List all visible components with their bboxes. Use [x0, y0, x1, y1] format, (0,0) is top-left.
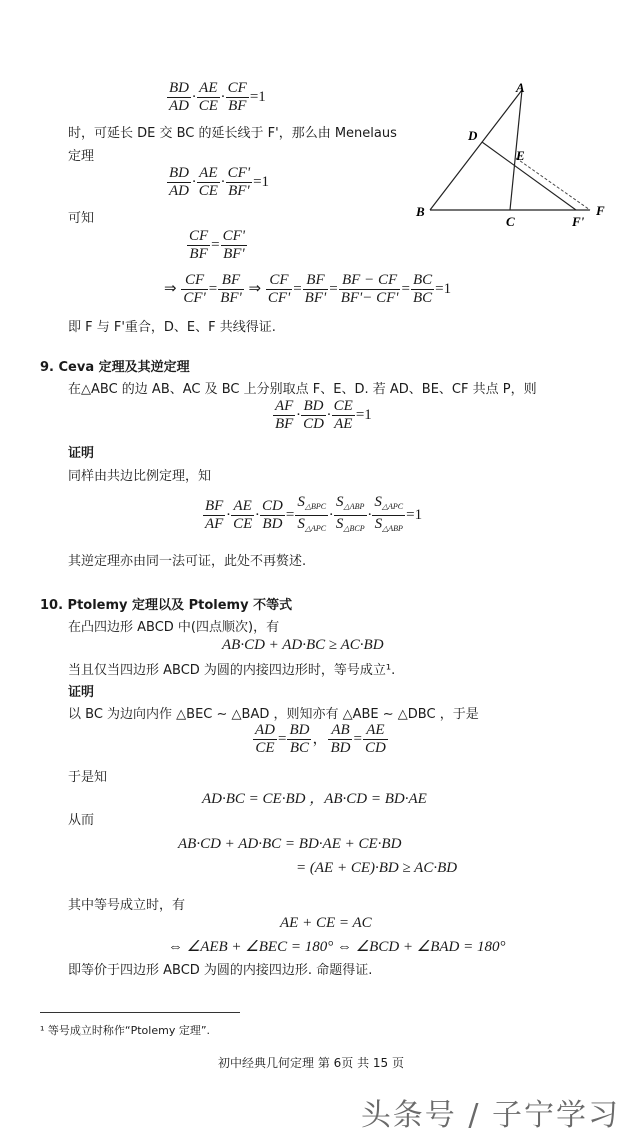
equation-condition-2: ⇔ ∠AEB + ∠BEC = 180° ⇔ ∠BCD + ∠BAD = 180° — [168, 939, 506, 955]
equation-ceva: $\frac{AF}{BF}$ · $\frac{BD}{CD}$ · $\frac{CE}{AE}$ =1 — [275, 398, 372, 432]
point-label-E: E — [516, 148, 525, 163]
point-label-C: C — [506, 214, 515, 228]
text-line: 在凸四边形 ABCD 中(四点顺次)，有 — [68, 620, 280, 635]
section-heading-ceva: 9. Ceva 定理及其逆定理 — [40, 360, 190, 375]
equation-menelaus-1: $\frac{BD}{AD}$ · $\frac{AE}{CE}$ · $\frac{CF}{BF}$ =1 — [169, 80, 266, 114]
text-line: 定理 — [68, 149, 95, 164]
text-line: 即等价于四边形 ABCD 为圆的内接四边形. 命题得证. — [68, 963, 373, 978]
equation-menelaus-2: $\frac{BD}{AD}$ · $\frac{AE}{CE}$ · $\frac{CF'}{BF'}$ =1 — [169, 165, 270, 199]
point-label-F: F — [596, 203, 605, 218]
text-line: 同样由共边比例定理，知 — [68, 469, 212, 484]
text-line: 时，可延长 DE 交 BC 的延长线于 F'，那么由 Menelaus — [68, 126, 397, 141]
watermark: 头条号 / 子宁学习 — [360, 1098, 620, 1133]
footnote-rule — [40, 1012, 240, 1013]
equation-chain-2: = (AE + CE)·BD ≥ AC·BD — [296, 860, 458, 876]
text-line: 其逆定理亦由同一法可证，此处不再赘述. — [68, 554, 307, 569]
text-line: 其中等号成立时，有 — [68, 898, 186, 913]
equation-chain: ⇒ $\frac{CF}{CF'}$ = $\frac{BF}{BF'}$ ⇒ $\frac{CF}{CF'}$ = $\frac{BF}{BF'}$ = $\frac{BF - CF}{BF'- CF'}$ = $\frac{BC}{BC}$ =1 — [164, 272, 452, 306]
text-line: 当且仅当四边形 ABCD 为圆的内接四边形时，等号成立¹. — [68, 663, 396, 678]
equation-condition-1: AE + CE = AC — [280, 915, 372, 931]
proof-label: 证明 — [68, 446, 95, 461]
text-line: 在△ABC 的边 AB、AC 及 BC 上分别取点 F、E、D. 若 AD、BE、CF 共点 P，则 — [68, 382, 537, 397]
proof-label: 证明 — [68, 685, 95, 700]
menelaus-figure — [408, 76, 614, 228]
text-line: 于是知 — [68, 770, 108, 785]
equation-ptolemy-ineq: AB·CD + AD·BC ≥ AC·BD — [222, 637, 384, 653]
point-label-Fprime: F' — [572, 214, 585, 228]
equation-products: AD·BC = CE·BD ，AB·CD = BD·AE — [202, 791, 427, 807]
page-footer: 初中经典几何定理 第 6页 共 15 页 — [218, 1056, 404, 1070]
footnote: ¹ 等号成立时称作“Ptolemy 定理”. — [40, 1024, 211, 1037]
text-line: 从而 — [68, 813, 95, 828]
equation-ratio-equal: $\frac{CF}{BF}$ = $\frac{CF'}{BF'}$ — [189, 228, 246, 262]
text-line: 即 F 与 F'重合，D、E、F 共线得证. — [68, 320, 276, 335]
equation-ceva-proof: $\frac{BF}{AF}$ · $\frac{AE}{CE}$ · $\frac{CD}{BD}$ = $\frac{S_{\triangle BPC}}{S_{\triangle APC}}$ · $\frac{S_{\triangle ABP}}{S_{\triangle BCP}}$ · $\frac{S_{\triangle APC}}{S_{\triangle ABP}}$ =1 — [205, 494, 423, 533]
point-label-D: D — [468, 128, 478, 143]
point-label-A: A — [516, 80, 525, 95]
text-line: 以 BC 为边向内作 △BEC ∼ △BAD ，则知亦有 △ABE ∼ △DBC ，于是 — [68, 707, 479, 722]
section-heading-ptolemy: 10. Ptolemy 定理以及 Ptolemy 不等式 — [40, 598, 293, 613]
equation-chain-1: AB·CD + AD·BC = BD·AE + CE·BD — [178, 836, 402, 852]
point-label-B: B — [416, 204, 425, 219]
text-line: 可知 — [68, 211, 95, 226]
equation-ratios: $\frac{AD}{CE}$ = $\frac{BD}{BC}$ ， $\frac{AB}{BD}$ = $\frac{AE}{CD}$ — [255, 722, 386, 756]
